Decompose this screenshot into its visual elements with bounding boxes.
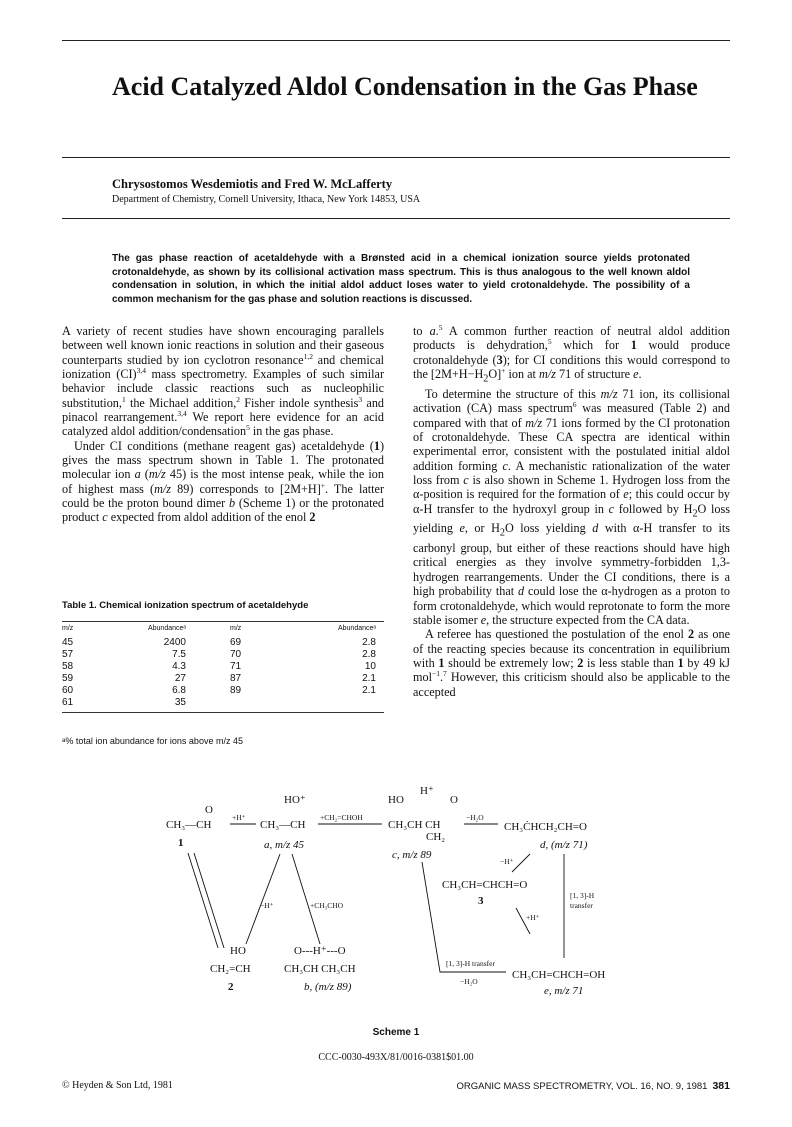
affiliation: Department of Chemistry, Cornell University, Ithaca, New York 14853, USA (112, 194, 421, 205)
struct-c-o: O (450, 794, 458, 806)
table-row (62, 673, 384, 685)
arrow-a-b (292, 854, 320, 944)
cell: 35 (174, 697, 186, 708)
cell: 2400 (163, 637, 186, 648)
arrow-a-2 (246, 854, 280, 944)
copyright: © Heyden & Son Ltd, 1981 (62, 1080, 173, 1091)
struct-c-ho: HO (388, 794, 404, 806)
affiliation-rule (62, 218, 730, 219)
cell: 7.5 (172, 649, 186, 660)
cell: 2.8 (362, 649, 376, 660)
table-bottom-rule (62, 712, 384, 713)
label-2: 2 (228, 981, 234, 993)
table-caption: Table 1. Chemical ionization spectrum of acetaldehyde (62, 600, 309, 611)
article-title: Acid Catalyzed Aldol Condensation in the Gas Phase (112, 72, 698, 101)
cell: 2.1 (362, 673, 376, 684)
table-row (62, 661, 384, 673)
arrow-label-acet: +CH₃CHO (310, 901, 344, 910)
cell: 70 (230, 649, 242, 660)
label-a: a, m/z 45 (264, 839, 305, 851)
label-e: e, m/z 71 (544, 985, 584, 997)
title-rule (62, 157, 730, 158)
table-header (62, 625, 384, 637)
label-d: d, (m/z 71) (540, 839, 588, 851)
arrow-label-h2o: −H₂O (466, 813, 484, 822)
label-c: c, m/z 89 (392, 849, 432, 861)
cell: 2.8 (362, 637, 376, 648)
arrow-label-enol: +CH₂=CHOH (320, 813, 363, 822)
label-b: b, (m/z 89) (304, 981, 352, 993)
reaction-scheme (160, 758, 640, 1018)
table-row (62, 697, 384, 709)
arrow-label-transfer2: [1, 3]-H (570, 891, 595, 900)
struct-c: CH₃CH CH (388, 819, 441, 831)
journal-footer (457, 1080, 730, 1092)
struct-2: CH₂=CH (210, 963, 251, 975)
top-rule (62, 40, 730, 41)
struct-b: CH₃CH CH₃CH (284, 963, 356, 975)
journal-name: ORGANIC MASS SPECTROMETRY, VOL. 16, NO. 9, 1981 (456, 1081, 708, 1092)
arrow-label-transfer: [1, 3]-H transfer (446, 959, 495, 968)
struct-c-ch2: CH₂ (426, 831, 446, 843)
struct-a-oh: HO⁺ (284, 794, 306, 806)
cell: 58 (62, 661, 74, 672)
cell: 60 (62, 685, 74, 696)
table-row (62, 685, 384, 697)
cell: 6.8 (172, 685, 186, 696)
struct-c-h: H⁺ (420, 785, 434, 797)
cell: 89 (230, 685, 242, 696)
arrow-label-hplus: +H⁺ (232, 813, 246, 822)
header-mz-2: m/z (230, 625, 242, 632)
label-3: 3 (478, 895, 484, 907)
cell: 87 (230, 673, 242, 684)
arrow-label-transfer2b: transfer (570, 901, 593, 910)
arrow-label-hminus: −H⁺ (260, 901, 274, 910)
arrow-d-3 (512, 854, 530, 872)
label-1: 1 (178, 837, 184, 849)
struct-1: CH₃—CH (166, 819, 212, 831)
arrow-2-1 (194, 853, 224, 948)
header-mz-1: m/z (62, 625, 74, 632)
arrow-label-hplus-2: +H⁺ (526, 913, 540, 922)
cims-table (62, 618, 384, 716)
cell: 57 (62, 649, 74, 660)
cell: 10 (364, 661, 376, 672)
cell: 59 (62, 673, 74, 684)
cell: 2.1 (362, 685, 376, 696)
struct-e: CH₃CH=CHCH=OH (512, 969, 606, 981)
body-column-left: A variety of recent studies have shown encouraging parallels between well known ionic reactions in solution and their gaseous counterparts studied by ion cyclotron resonance$^{1,2}$ and chemical ionization (CI)$^{3,4}$ mass spectrometry. Examples of such similar behavior include classic reactions such as nucleophilic substitution,$^1$ the Michael addition,$^2$ Fisher indole synthesis$^3$ and pinacol rearrangement.$^{3,4}$ We report here evidence for an acid catalyzed aldol addition/condensation$^5$ in the gas phase. Under CI conditions (methane reagent gas) acetaldehyde (1) gives the mass spectrum shown in Table 1. The protonated molecular ion a (m/z 45) is the most intense peak, while the ion of highest mass (m/z 89) corresponds to [2M+H]+. The latter could be the proton bound dimer b (Scheme 1) or the protonated product c expected from aldol addition of the enol 2 (62, 324, 385, 525)
table-footnote: ᵃ% total ion abundance for ions above m/z 45 (62, 736, 243, 746)
cell: 71 (230, 661, 242, 672)
cell: 69 (230, 637, 242, 648)
arrow-label-h2o-2: −H₂O (460, 977, 478, 986)
authors: Chrysostomos Wesdemiotis and Fred W. McLafferty (112, 177, 393, 191)
struct-1-o: O (205, 804, 213, 816)
table-row (62, 637, 384, 649)
ccc-code: CCC-0030-493X/81/0016-0381$01.00 (318, 1052, 474, 1063)
struct-b-o: O---H⁺---O (294, 945, 346, 957)
arrow-label-hminus-2: −H⁺ (500, 857, 514, 866)
table-row (62, 649, 384, 661)
arrow-1-2 (188, 853, 218, 948)
page-number: 381 (712, 1080, 730, 1092)
header-abundance-1: Abundanceᵃ (147, 625, 186, 632)
scheme-caption: Scheme 1 (372, 1027, 420, 1038)
cell: 4.3 (172, 661, 186, 672)
cell: 61 (62, 697, 74, 708)
struct-a: CH₃—CH (260, 819, 306, 831)
abstract: The gas phase reaction of acetaldehyde with a Brønsted acid in a chemical ionization source yields protonated crotonaldehyde, as shown by its collisional activation mass spectrum. This is thus analogous to the well known aldol condensation in solution, in which the initial aldol adduct loses water to yield crotonaldehyde. The possibility of a common mechanism for the gas phase and solution reactions is discussed. (112, 253, 690, 305)
body-column-right: to a.$^5$ A common further reaction of neutral aldol addition products is dehydration,$^5$ which for 1 would produce crotonaldehyde (3); for CI conditions this would correspond to the $[2M+H-H_2O]^+$ ion at m/z 71 of structure e. To determine the structure of this m/z 71 ion, its collisional activation (CA) mass spectrum$^6$ was measured (Table 2) and compared with that of m/z 71 ions formed by the CI protonation of crotonaldehyde. These CA spectra are identical within experimental error, consistent with the postulated initial aldol addition forming c. A mechanistic rationalization of the water loss from c is also shown in Scheme 1. Hydrogen loss from the α-position is required for the formation of e; this could occur by α-H transfer to the hydroxyl group in c followed by $H_2O$ loss yielding e, or $H_2O$ loss yielding d with α-H transfer to its carbonyl group, but either of these reactions should have high critical energies as they involve symmetry-forbidden 1,3-hydrogen rearrangements. Under the CI conditions, there is a high probability that d could lose the α-hydrogen as a proton to form crotonaldehyde, which would reprotonate to form the more stable isomer e, the structure expected from the CA data. A referee has questioned the postulation of the enol 2 as one of the reacting species because its concentration in equilibrium with 1 should be extremely low; 2 is less stable than 1 by 49 kJ mol$^{-1}$.$^7$ However, this criticism should also be applicable to the accepted (413, 323, 731, 699)
cell: 27 (174, 673, 186, 684)
struct-d: CH₃ĊHCH₂CH=O (504, 821, 587, 833)
table-top-rule (62, 621, 384, 622)
struct-2-ho: HO (230, 945, 246, 957)
struct-3: CH₃CH=CHCH=O (442, 879, 528, 891)
cell: 45 (62, 637, 74, 648)
header-abundance-2: Abundanceᵃ (337, 625, 376, 632)
